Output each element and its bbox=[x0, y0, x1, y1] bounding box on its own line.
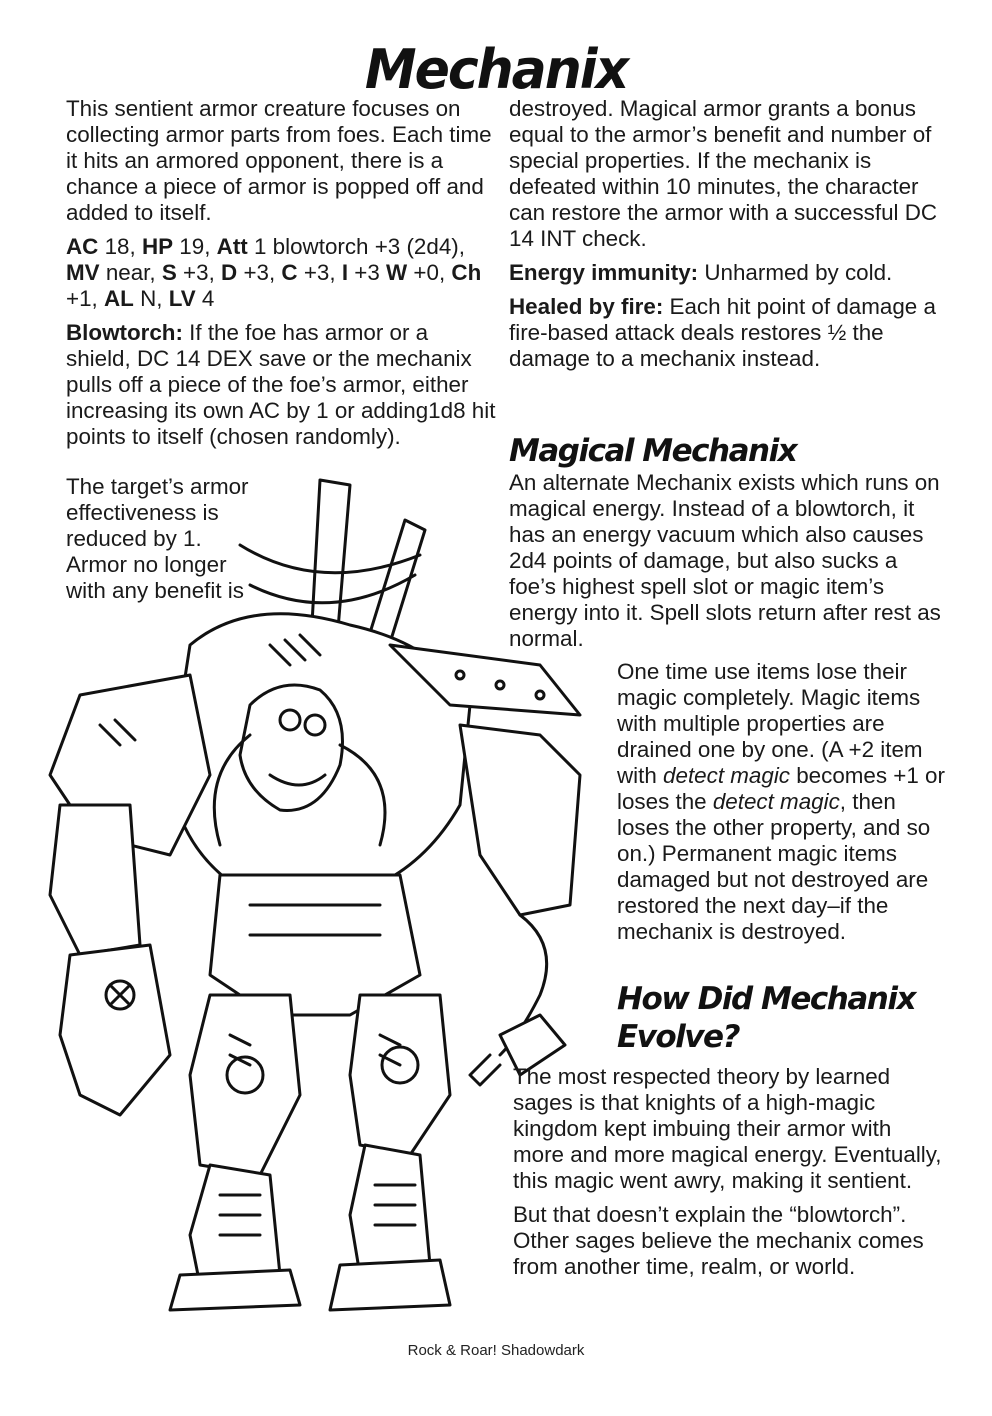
evolve-paragraph-2: But that doesn’t explain the “blowtorch”. Other sages believe the mechanix comes from another time, realm, or world. bbox=[513, 1202, 924, 1279]
stat-i-label: I bbox=[341, 260, 349, 285]
stat-c: +3, bbox=[303, 260, 336, 285]
stat-ch: +1, bbox=[66, 286, 98, 311]
stat-att: 1 blowtorch +3 (2d4), bbox=[254, 234, 465, 259]
detect-magic-italic: detect magic bbox=[663, 763, 790, 788]
evolve-heading-block bbox=[617, 980, 947, 1056]
blowtorch-continued-narrow: The target’s armor effectiveness is reduced by 1. Armor no longer with any benefit is bbox=[66, 474, 249, 603]
stat-w: +0, bbox=[413, 260, 446, 285]
stat-al-label: AL bbox=[103, 286, 134, 311]
evolve-heading: How Did Mechanix Evolve? bbox=[617, 981, 915, 1055]
stat-d-label: D bbox=[221, 260, 238, 285]
magical-mechanix-section bbox=[509, 432, 949, 660]
stat-att-label: Att bbox=[216, 234, 248, 259]
left-column bbox=[66, 96, 496, 450]
page-footer: Rock & Roar! Shadowdark bbox=[407, 1342, 585, 1359]
stat-hp: 19, bbox=[179, 234, 211, 259]
text-span: One time use items lose their magic completely. Magic items with multiple properties are drained one by one. (A +2 item with bbox=[617, 659, 923, 788]
stat-s-label: S bbox=[161, 260, 177, 285]
stat-c-label: C bbox=[281, 260, 298, 285]
stat-ch-label: Ch bbox=[451, 260, 482, 285]
evolve-paragraph-1: The most respected theory by learned sages is that knights of a high-magic kingdom kept imbuing their armor with more and more magical energy. Eventually, this magic went awry, making it sentient. bbox=[513, 1064, 942, 1193]
stat-lv: 4 bbox=[201, 286, 215, 311]
blowtorch-text: If the foe has armor or a shield, DC 14 DEX save or the mechanix pulls off a piece of the foe’s armor, either increasing its own AC by 1 or adding1d8 hit points to itself (chosen randomly). bbox=[66, 320, 496, 449]
text-span: , then loses the other property, and so on.) Permanent magic items damaged but not destroyed are restored the next day–if the mechanix is destroyed. bbox=[617, 789, 931, 944]
stat-s: +3, bbox=[183, 260, 215, 285]
blowtorch-ability bbox=[66, 320, 496, 450]
magical-mechanix-continued bbox=[617, 659, 947, 953]
healed-by-fire-ability bbox=[509, 294, 949, 372]
stat-hp-label: HP bbox=[141, 234, 174, 259]
stat-d: +3, bbox=[243, 260, 276, 285]
intro-paragraph: This sentient armor creature focuses on collecting armor parts from foes. Each time it hits an armored opponent, there is a chance a piece of armor is popped off and added to itself. bbox=[66, 96, 492, 225]
detect-magic-italic: detect magic bbox=[712, 789, 840, 814]
blowtorch-label: Blowtorch: bbox=[66, 320, 183, 345]
magical-mechanix-text-2 bbox=[617, 659, 947, 945]
healed-by-fire-label: Healed by fire: bbox=[509, 294, 664, 319]
right-column-top bbox=[509, 96, 949, 380]
magical-mechanix-heading: Magical Mechanix bbox=[509, 433, 797, 469]
text-span: becomes +1 or loses the bbox=[617, 763, 945, 814]
stat-mv-label: MV bbox=[66, 260, 100, 285]
healed-by-fire-text: Each hit point of damage a fire-based attack deals restores ½ the damage to a mechanix instead. bbox=[509, 294, 936, 371]
stat-ac-label: AC bbox=[66, 234, 99, 259]
energy-immunity-label: Energy immunity: bbox=[509, 260, 699, 285]
stat-lv-label: LV bbox=[168, 286, 196, 311]
stat-al: N, bbox=[140, 286, 163, 311]
stat-block bbox=[66, 234, 496, 312]
blowtorch-continued: destroyed. Magical armor grants a bonus equal to the armor’s benefit and number of special properties. If the mechanix is defeated within 10 minutes, the character can restore the armor with a successful DC 14 INT check. bbox=[509, 96, 938, 251]
energy-immunity-text: Unharmed by cold. bbox=[704, 260, 893, 285]
stat-mv: near, bbox=[105, 260, 156, 285]
page-title: Mechanix bbox=[364, 38, 628, 102]
evolve-section bbox=[513, 1064, 943, 1288]
stat-ac: 18, bbox=[104, 234, 136, 259]
stat-i: +3 bbox=[354, 260, 380, 285]
energy-immunity-ability bbox=[509, 260, 949, 286]
stat-w-label: W bbox=[386, 260, 408, 285]
magical-mechanix-text: An alternate Mechanix exists which runs on magical energy. Instead of a blowtorch, it has an energy vacuum which also causes 2d4 points of damage, but also sucks a foe’s highest spell slot or magic item’s energy into it. Spell slots return after rest as normal. bbox=[509, 470, 941, 651]
